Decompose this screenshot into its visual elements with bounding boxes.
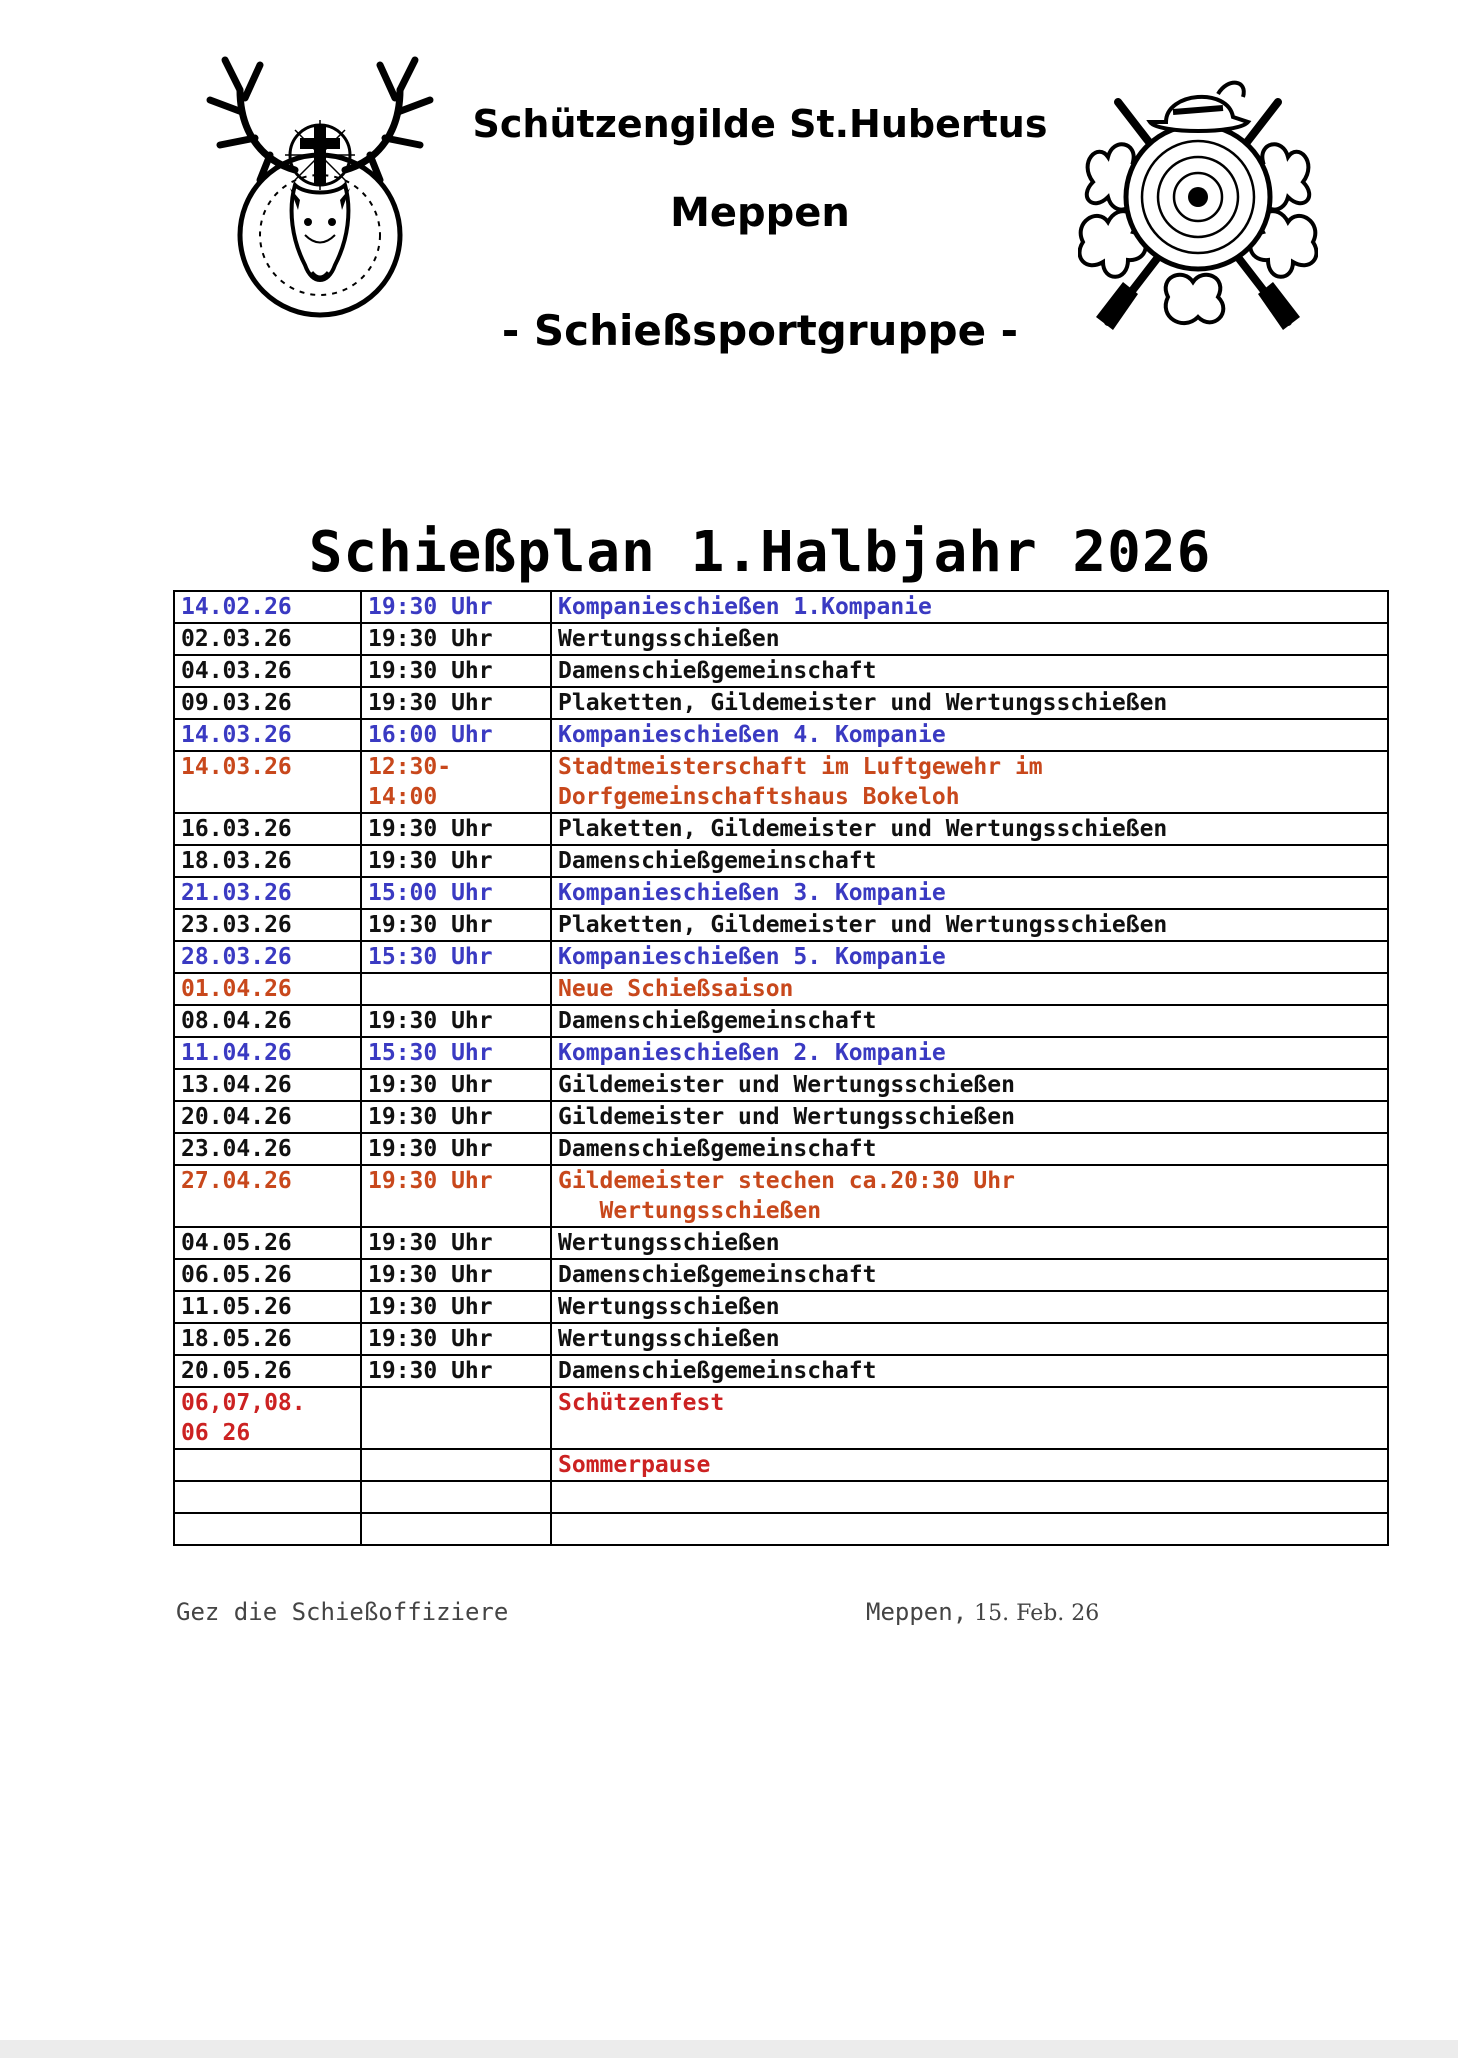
schedule-event: Kompanieschießen 3. Kompanie xyxy=(551,877,1388,909)
schedule-event: Wertungsschießen xyxy=(551,1323,1388,1355)
schedule-event: Kompanieschießen 5. Kompanie xyxy=(551,941,1388,973)
schedule-row xyxy=(174,655,1388,687)
schedule-row xyxy=(174,1165,1388,1227)
schedule-body xyxy=(174,591,1388,1545)
schedule-time xyxy=(361,1449,551,1481)
schedule-time: 19:30 Uhr xyxy=(361,909,551,941)
schedule-row xyxy=(174,1513,1388,1545)
stag-cross-emblem-icon xyxy=(200,50,440,320)
schedule-time: 19:30 Uhr xyxy=(361,1069,551,1101)
schedule-row xyxy=(174,1449,1388,1481)
schedule-date: 16.03.26 xyxy=(174,813,361,845)
schedule-date: 11.04.26 xyxy=(174,1037,361,1069)
schedule-date: 21.03.26 xyxy=(174,877,361,909)
schedule-row xyxy=(174,813,1388,845)
signature-line: Gez die Schießoffiziere xyxy=(176,1598,509,1626)
schedule-date: 20.05.26 xyxy=(174,1355,361,1387)
schedule-row xyxy=(174,751,1388,813)
schedule-date: 13.04.26 xyxy=(174,1069,361,1101)
schedule-date: 11.05.26 xyxy=(174,1291,361,1323)
schedule-date: 01.04.26 xyxy=(174,973,361,1005)
schedule-row xyxy=(174,973,1388,1005)
schedule-event: Kompanieschießen 4. Kompanie xyxy=(551,719,1388,751)
schedule-row xyxy=(174,1227,1388,1259)
schedule-date: 18.03.26 xyxy=(174,845,361,877)
page-bottom-edge xyxy=(0,2040,1458,2058)
schedule-event: Wertungsschießen xyxy=(551,1291,1388,1323)
schedule-event: Neue Schießsaison xyxy=(551,973,1388,1005)
schedule-row xyxy=(174,1069,1388,1101)
schedule-time: 15:00 Uhr xyxy=(361,877,551,909)
schedule-event: Damenschießgemeinschaft xyxy=(551,655,1388,687)
schedule-row xyxy=(174,1291,1388,1323)
schedule-time: 19:30 Uhr xyxy=(361,845,551,877)
schedule-time: 12:30- 14:00 xyxy=(361,751,551,813)
place-date-line xyxy=(866,1598,1099,1626)
schedule-date: 27.04.26 xyxy=(174,1165,361,1227)
footer-place: Meppen, xyxy=(866,1598,968,1626)
schedule-time xyxy=(361,1513,551,1545)
schedule-date: 08.04.26 xyxy=(174,1005,361,1037)
schedule-event: Wertungsschießen xyxy=(551,623,1388,655)
footer-date: 15. Feb. 26 xyxy=(967,1601,1100,1626)
club-city: Meppen xyxy=(670,190,850,236)
schedule-row xyxy=(174,1387,1388,1449)
schedule-time: 15:30 Uhr xyxy=(361,941,551,973)
schedule-row xyxy=(174,1101,1388,1133)
schedule-time: 19:30 Uhr xyxy=(361,1323,551,1355)
schedule-time: 19:30 Uhr xyxy=(361,1165,551,1227)
schedule-event: Damenschießgemeinschaft xyxy=(551,1259,1388,1291)
schedule-time: 19:30 Uhr xyxy=(361,1005,551,1037)
schedule-date: 18.05.26 xyxy=(174,1323,361,1355)
schedule-date: 14.03.26 xyxy=(174,719,361,751)
schedule-event: Schützenfest xyxy=(551,1387,1388,1449)
schedule-event: Plaketten, Gildemeister und Wertungsschießen xyxy=(551,813,1388,845)
schedule-date: 23.04.26 xyxy=(174,1133,361,1165)
schedule-row xyxy=(174,591,1388,623)
schedule-row xyxy=(174,1259,1388,1291)
schedule-date xyxy=(174,1481,361,1513)
schedule-date: 04.05.26 xyxy=(174,1227,361,1259)
schedule-row xyxy=(174,1133,1388,1165)
schedule-time: 16:00 Uhr xyxy=(361,719,551,751)
schedule-time: 19:30 Uhr xyxy=(361,1259,551,1291)
schedule-date: 04.03.26 xyxy=(174,655,361,687)
schedule-row xyxy=(174,687,1388,719)
schedule-event: Sommerpause xyxy=(551,1449,1388,1481)
schedule-date: 06.05.26 xyxy=(174,1259,361,1291)
schedule-row xyxy=(174,1323,1388,1355)
schedule-event: Plaketten, Gildemeister und Wertungsschießen xyxy=(551,909,1388,941)
schedule-row xyxy=(174,1037,1388,1069)
schedule-date: 23.03.26 xyxy=(174,909,361,941)
schedule-event xyxy=(551,1481,1388,1513)
schedule-date: 09.03.26 xyxy=(174,687,361,719)
schedule-row xyxy=(174,941,1388,973)
schedule-event: Kompanieschießen 2. Kompanie xyxy=(551,1037,1388,1069)
schedule-time: 19:30 Uhr xyxy=(361,687,551,719)
schedule-event: Damenschießgemeinschaft xyxy=(551,845,1388,877)
schedule-row xyxy=(174,845,1388,877)
schedule-time: 19:30 Uhr xyxy=(361,1355,551,1387)
schedule-time: 15:30 Uhr xyxy=(361,1037,551,1069)
schedule-event: Plaketten, Gildemeister und Wertungsschießen xyxy=(551,687,1388,719)
schedule-time: 19:30 Uhr xyxy=(361,813,551,845)
schedule-time: 19:30 Uhr xyxy=(361,623,551,655)
schedule-time xyxy=(361,1387,551,1449)
schedule-time: 19:30 Uhr xyxy=(361,655,551,687)
schedule-row xyxy=(174,1481,1388,1513)
schedule-date xyxy=(174,1513,361,1545)
schedule-date: 20.04.26 xyxy=(174,1101,361,1133)
club-name: Schützengilde St.Hubertus xyxy=(472,102,1048,146)
schedule-time: 19:30 Uhr xyxy=(361,1133,551,1165)
schedule-event: Damenschießgemeinschaft xyxy=(551,1355,1388,1387)
schedule-time: 19:30 Uhr xyxy=(361,1101,551,1133)
schedule-time: 19:30 Uhr xyxy=(361,591,551,623)
schedule-date xyxy=(174,1449,361,1481)
schedule-row xyxy=(174,877,1388,909)
schedule-row xyxy=(174,1005,1388,1037)
schedule-time: 19:30 Uhr xyxy=(361,1291,551,1323)
schedule-event xyxy=(551,1513,1388,1545)
schedule-event: Gildemeister und Wertungsschießen xyxy=(551,1101,1388,1133)
schedule-time: 19:30 Uhr xyxy=(361,1227,551,1259)
schedule-table xyxy=(173,590,1389,1546)
schedule-row xyxy=(174,623,1388,655)
schedule-event: Gildemeister und Wertungsschießen xyxy=(551,1069,1388,1101)
schedule-date: 14.03.26 xyxy=(174,751,361,813)
target-rifles-oak-emblem-icon xyxy=(1078,72,1318,334)
plan-title: Schießplan 1.Halbjahr 2026 xyxy=(308,520,1212,585)
schedule-event: Kompanieschießen 1.Kompanie xyxy=(551,591,1388,623)
schedule-row xyxy=(174,719,1388,751)
schedule-event: Damenschießgemeinschaft xyxy=(551,1005,1388,1037)
group-name: - Schießsportgruppe - xyxy=(501,306,1019,355)
schedule-date: 14.02.26 xyxy=(174,591,361,623)
schedule-event: Gildemeister stechen ca.20:30 Uhr Wertungsschießen xyxy=(551,1165,1388,1227)
schedule-time xyxy=(361,973,551,1005)
schedule-event: Stadtmeisterschaft im Luftgewehr im Dorfgemeinschaftshaus Bokeloh xyxy=(551,751,1388,813)
schedule-row xyxy=(174,1355,1388,1387)
schedule-date: 06,07,08. 06 26 xyxy=(174,1387,361,1449)
schedule-date: 02.03.26 xyxy=(174,623,361,655)
schedule-event: Wertungsschießen xyxy=(551,1227,1388,1259)
schedule-event: Damenschießgemeinschaft xyxy=(551,1133,1388,1165)
schedule-row xyxy=(174,909,1388,941)
schedule-time xyxy=(361,1481,551,1513)
schedule-date: 28.03.26 xyxy=(174,941,361,973)
